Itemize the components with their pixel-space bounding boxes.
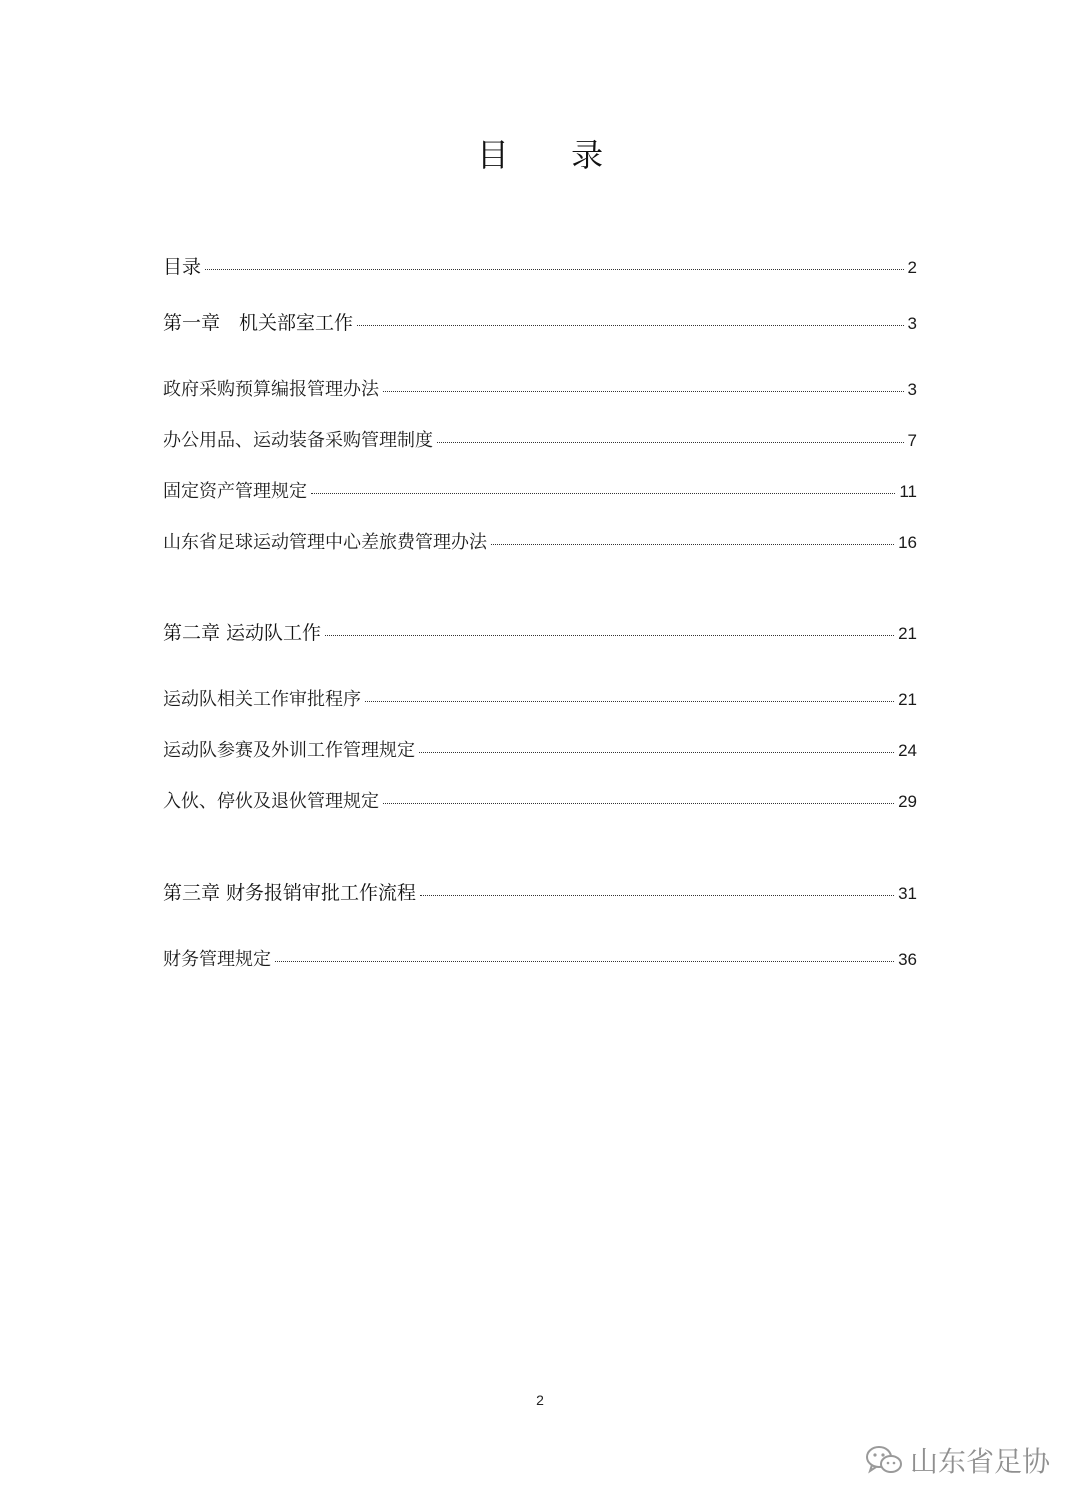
toc-item-page: 24 xyxy=(898,741,917,760)
toc-item-page: 16 xyxy=(898,533,917,552)
toc-item-page: 31 xyxy=(898,884,917,903)
toc-entry[interactable] xyxy=(163,528,917,554)
toc-item-label: 政府采购预算编报管理办法 xyxy=(163,379,379,400)
toc-leader-dots xyxy=(419,752,894,753)
toc-entry[interactable] xyxy=(163,375,917,401)
toc-item-label: 入伙、停伙及退伙管理规定 xyxy=(163,791,379,812)
toc-item-label: 第三章 财务报销审批工作流程 xyxy=(163,882,417,904)
watermark-text: 山东省足协 xyxy=(910,1445,1051,1478)
toc-item-page: 36 xyxy=(898,950,917,969)
toc-leader-dots xyxy=(420,895,894,896)
toc-leader-dots xyxy=(383,391,904,392)
toc-item-label: 山东省足球运动管理中心差旅费管理办法 xyxy=(163,532,487,553)
toc-item-label: 财务管理规定 xyxy=(163,949,271,970)
toc-item-label: 目录 xyxy=(163,256,202,278)
toc-leader-dots xyxy=(383,803,894,804)
page-title: 目 录 xyxy=(476,136,630,174)
toc-item-page: 3 xyxy=(907,314,917,333)
toc-entry[interactable] xyxy=(163,945,917,971)
toc-leader-dots xyxy=(491,544,894,545)
toc-leader-dots xyxy=(311,493,895,494)
toc-item-page: 2 xyxy=(907,258,917,277)
toc-leader-dots xyxy=(205,269,904,270)
toc-leader-dots xyxy=(357,325,904,326)
toc-item-page: 29 xyxy=(898,792,917,811)
toc-item-page: 7 xyxy=(907,431,917,450)
toc-item-label: 第一章 机关部室工作 xyxy=(163,312,354,334)
toc-leader-dots xyxy=(437,442,904,443)
toc-item-page: 21 xyxy=(898,690,917,709)
toc-item-label: 第二章 运动队工作 xyxy=(163,622,322,644)
toc-item-contents[interactable] xyxy=(163,252,917,279)
page-number: 2 xyxy=(536,1392,544,1408)
toc-chapter-3[interactable] xyxy=(163,878,917,905)
toc-item-page: 3 xyxy=(907,380,917,399)
toc-chapter-2[interactable] xyxy=(163,618,917,645)
toc-entry[interactable] xyxy=(163,736,917,762)
toc-chapter-1[interactable] xyxy=(163,308,917,335)
toc-leader-dots xyxy=(365,701,894,702)
toc-item-label: 运动队相关工作审批程序 xyxy=(163,689,361,710)
toc-entry[interactable] xyxy=(163,426,917,452)
watermark xyxy=(864,1440,1050,1480)
toc-item-label: 固定资产管理规定 xyxy=(163,481,307,502)
toc-leader-dots xyxy=(325,635,894,636)
toc-item-page: 11 xyxy=(899,482,917,501)
toc-entry[interactable] xyxy=(163,477,917,503)
toc-leader-dots xyxy=(275,961,894,962)
toc-item-label: 办公用品、运动装备采购管理制度 xyxy=(163,430,433,451)
toc-item-label: 运动队参赛及外训工作管理规定 xyxy=(163,740,415,761)
toc-entry[interactable] xyxy=(163,685,917,711)
wechat-icon xyxy=(864,1444,904,1476)
toc-item-page: 21 xyxy=(898,624,917,643)
toc-entry[interactable] xyxy=(163,787,917,813)
